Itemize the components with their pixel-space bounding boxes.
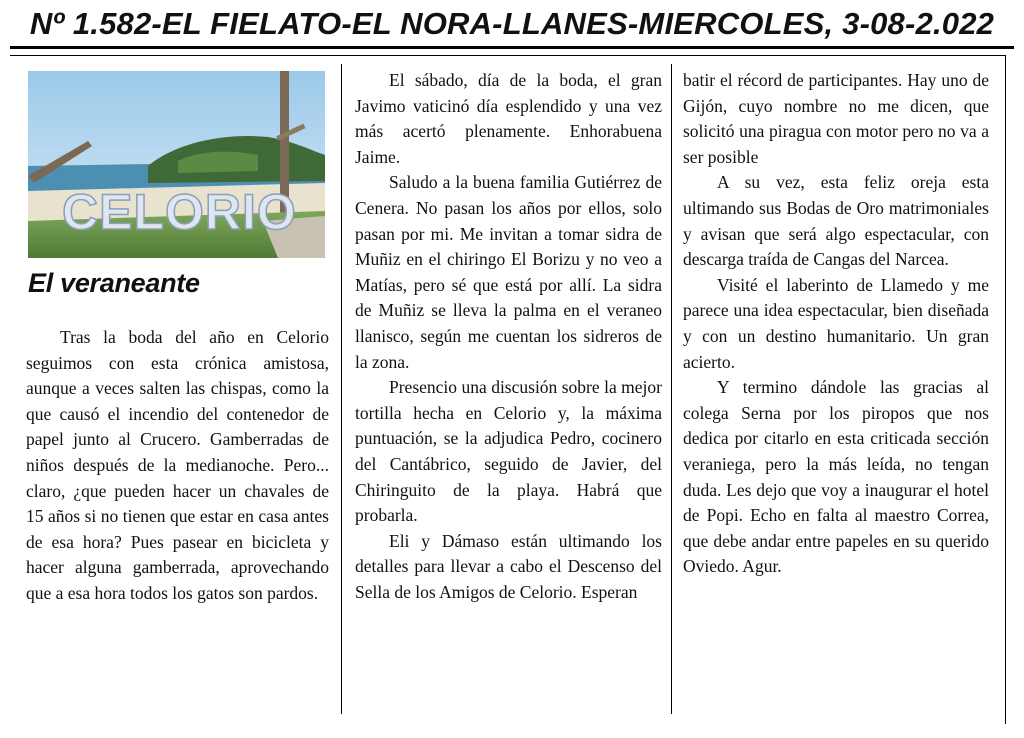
paragraph: Y termino dándole las gracias al colega Serna por los piropos que nos dedica por citarlo en esta criticada sección veraniega, pero la más leída, no tengan duda. Les dejo que voy a inaugurar el hotel de Popi. Echo en falta al maestro Correa, que debe andar entre papeles en su querido Oviedo. Agur.: [683, 377, 989, 577]
paragraph: Tras la boda del año en Celorio seguimos con esta crónica amistosa, aunque a veces salten las chispas, como la que causó el incendio del contenedor de papel junto al Crucero. Gamberradas de niños después de la medianoche. Pero... claro, ¿que pueden hacer un chavales de 15 años si no tienen que estar en casa antes de esa hora? Pues pasear en bicicleta y hacer alguna gamberrada, aprovechando que a esa hora todos los gatos son pardos.: [26, 327, 329, 603]
paragraph: A su vez, esta feliz oreja esta ultimando sus Bodas de Oro matrimoniales y avisan que será algo espectacular, con descarga traída de Cangas del Narcea.: [683, 172, 989, 270]
article-column-1: [26, 325, 329, 607]
celorio-sign: CELORIO: [62, 184, 297, 240]
article-column-2: [355, 68, 662, 605]
paragraph: batir el récord de participantes. Hay uno de Gijón, cuyo nombre no me dicen, que solicitó una piragua con motor pero no va a ser posible: [683, 70, 989, 167]
paragraph: Eli y Dámaso están ultimando los detalles para llevar a cabo el Descenso del Sella de los Amigos de Celorio. Esperan: [355, 530, 662, 602]
section-title: El veraneante: [28, 268, 200, 298]
paragraph: Saludo a la buena familia Gutiérrez de Cenera. No pasan los años por ellos, solo pasan por mi. Me invitan a tomar sidra de Muñiz en el chiringo El Borizu y no veo a Matías, pero sé que está por allí. La sidra de Muñiz se lleva la palma en el veraneo llanisco, según me cuentan los sidreros de la zona.: [355, 172, 662, 372]
celorio-photo: [28, 71, 325, 258]
column-divider-2: [671, 64, 672, 714]
article-column-3: [683, 68, 989, 580]
paragraph: Visité el laberinto de Llamedo y me parece una idea espectacular, bien diseñada y con un destino humanitario. Un gran acierto.: [683, 274, 989, 372]
column-divider-1: [341, 64, 342, 714]
paragraph: El sábado, día de la boda, el gran Javimo vaticinó día esplendido y una vez más acertó plenamente. Enhorabuena Jaime.: [355, 70, 662, 167]
paragraph: Presencio una discusión sobre la mejor tortilla hecha en Celorio y, la máxima puntuación, se la adjudica Pedro, cocinero del Cantábrico, seguido de Javier, del Chiringuito de la playa. Habrá que probarla.: [355, 377, 662, 526]
masthead: Nº 1.582-EL FIELATO-EL NORA-LLANES-MIERCOLES, 3-08-2.022: [10, 4, 1014, 49]
